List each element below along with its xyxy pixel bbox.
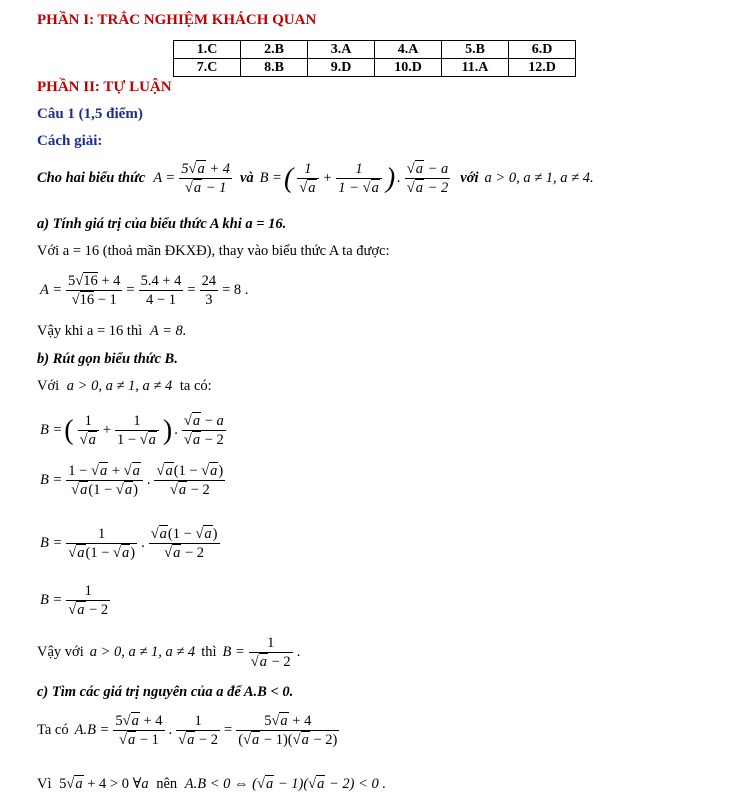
b-conclusion-mid: thì — [201, 644, 217, 660]
b-step-2: B = 1 − √ a + √ a √ a(1 − √ a) . √ a(1 − √ a) √ a − 2 — [40, 462, 227, 499]
given-conditions: a > 0, a ≠ 1, a ≠ 4. — [484, 170, 594, 186]
b-step-1: B = ( 1 √ a + $\frac{1}{1 - √ a}$ ) . √ a − a √ a − 2 — [40, 412, 228, 449]
method-label: Cách giải: — [37, 133, 103, 149]
answer-cell: 2.B — [241, 41, 308, 59]
conclusion-prefix: Vậy khi a = 16 thì — [37, 323, 143, 339]
answer-cell: 7.C — [174, 59, 241, 77]
with-suffix: ta có: — [179, 378, 212, 394]
answer-cell: 10.D — [375, 59, 442, 77]
part-c-calc: Ta có A.B = 5√ a + 4 √ a − 1 . 1 √ a − 2 = $\frac{5√ a + 4}{(√ a - 1)(√ a - 2)}$ — [37, 712, 341, 749]
b-step-3: B = 1 √ a(1 − √ a) . √ a(1 − √ a) √ a − 2 — [40, 525, 222, 562]
with-prefix: Với — [37, 378, 60, 394]
given-prefix: Cho hai biểu thức — [37, 170, 146, 186]
part-a-text: Với a = 16 (thoả mãn ĐKXĐ), thay vào biểu thức A ta được: — [37, 243, 390, 259]
part-c-title: c) Tìm các giá trị nguyên của a để A.B < 0. — [37, 684, 294, 700]
part-a-title: a) Tính giá trị của biểu thức A khi a = 16. — [37, 216, 287, 232]
b-conclusion-prefix: Vậy với — [37, 644, 84, 660]
b-step-4: B = 1 √ a − 2 — [40, 582, 112, 619]
formula-A: 5√ a + 4 √ a − 1 — [179, 160, 232, 197]
answer-row — [174, 41, 576, 59]
given-statement: Cho hai biểu thức A = 5√ a + 4 √ a − 1 và B = ( 1 √ a + $\frac{1}{1 - √ a}$ ) . √ a − a √ a − 2 với a > 0, a ≠ 1, a ≠ 4. — [37, 160, 594, 197]
c-prefix: Ta có — [37, 722, 69, 738]
part-b-text: Với a > 0, a ≠ 1, a ≠ 4 ta có: — [37, 378, 212, 394]
answer-table — [173, 40, 576, 77]
answer-cell: 3.A — [308, 41, 375, 59]
part-a-conclusion — [37, 323, 186, 340]
section2-title: PHẦN II: TỰ LUẬN — [37, 79, 172, 95]
answer-cell: 6.D — [509, 41, 576, 59]
question-title: Câu 1 (1,5 điểm) — [37, 106, 143, 122]
answer-cell: 5.B — [442, 41, 509, 59]
forall-a: ∀a — [132, 776, 149, 792]
given-with: với — [460, 170, 479, 186]
answer-cell: 8.B — [241, 59, 308, 77]
answer-cell: 12.D — [509, 59, 576, 77]
c-last-mid: nên — [156, 776, 178, 792]
answer-cell: 4.A — [375, 41, 442, 59]
c-last-prefix: Vì — [37, 776, 52, 792]
answer-cell: 1.C — [174, 41, 241, 59]
answer-cell: 11.A — [442, 59, 509, 77]
part-b-title: b) Rút gọn biểu thức B. — [37, 351, 178, 367]
answer-cell: 9.D — [308, 59, 375, 77]
part-c-last: Vì 5√ a + 4 > 0 ∀a nên A.B < 0 ⇔ (√ a − 1)(√ a − 2) < 0 . — [37, 776, 386, 793]
part-a-calc: A = $\frac{5√16 + 4}{√16 - 1}$ = $\frac{5.4 + 4}{4 - 1}$ = $\frac{24}{3}$ = 8 . — [40, 273, 249, 308]
given-and: và — [239, 170, 254, 186]
conclusion-value: A = 8. — [149, 323, 187, 339]
section1-title: PHẦN I: TRẮC NGHIỆM KHÁCH QUAN — [37, 12, 317, 28]
part-b-conclusion: Vậy với a > 0, a ≠ 1, a ≠ 4 thì B = 1 √ a − 2 . — [37, 634, 300, 671]
answer-row — [174, 59, 576, 77]
